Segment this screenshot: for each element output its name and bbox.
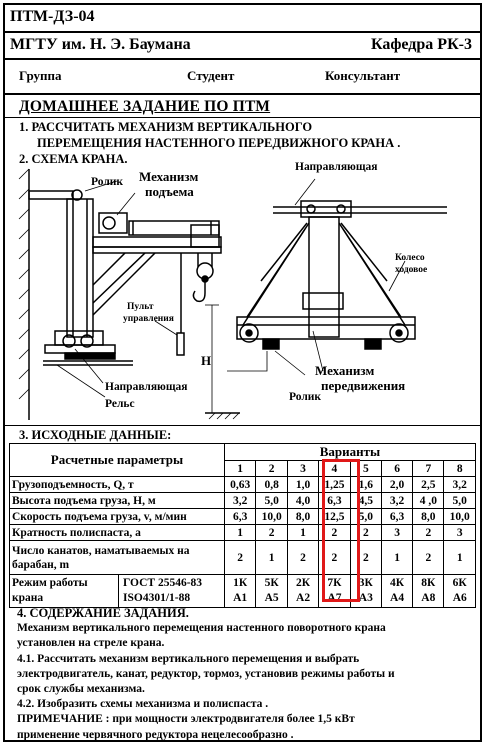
table-cell: 2,0 xyxy=(381,477,412,493)
variant-number: 8 xyxy=(444,461,476,477)
department-name: Кафедра РК-3 xyxy=(370,36,472,53)
document-code: ПТМ-ДЗ-04 xyxy=(10,8,95,25)
content-line: Механизм вертикального перемещения настенного поворотного крана xyxy=(17,622,386,635)
mode-gost-value: 4К xyxy=(390,577,405,589)
mode-iso-value: А4 xyxy=(390,592,405,604)
header-university-row xyxy=(5,33,480,60)
label-roller-top: Ролик xyxy=(91,176,124,188)
label-roller-bottom: Ролик xyxy=(289,391,322,403)
table-row xyxy=(10,493,476,509)
mode-cell xyxy=(287,575,318,608)
table-cell: 1,25 xyxy=(319,477,351,493)
label-travel-mech-2: передвижения xyxy=(321,378,406,393)
mode-cell xyxy=(444,575,476,608)
mode-cell xyxy=(381,575,412,608)
mode-name-cell xyxy=(10,575,225,608)
table-cell: 6,3 xyxy=(381,509,412,525)
university-name: МГТУ им. Н. Э. Баумана xyxy=(10,36,191,53)
title-row xyxy=(5,95,480,118)
mode-label-line1: Режим работы xyxy=(12,577,88,589)
row-name: Грузоподъемность, Q, т xyxy=(10,477,225,493)
content-line: срок службы механизма. xyxy=(17,683,145,696)
table-cell: 12,5 xyxy=(319,509,351,525)
header-code-row xyxy=(5,5,480,33)
row-name: Скорость подъема груза, v, м/мин xyxy=(10,509,225,525)
table-cell: 3,2 xyxy=(381,493,412,509)
variant-number: 1 xyxy=(224,461,256,477)
mode-label-line2: крана xyxy=(12,592,44,604)
table-cell: 10,0 xyxy=(256,509,288,525)
group-cell: Группа xyxy=(19,68,62,83)
mode-label xyxy=(10,575,118,607)
mode-iso-value: А2 xyxy=(296,592,311,604)
mode-iso-value: А8 xyxy=(421,592,436,604)
table-cell: 2 xyxy=(256,525,288,541)
table-row xyxy=(10,525,476,541)
table-cell: 4,5 xyxy=(350,493,381,509)
table-cell: 3,2 xyxy=(224,493,256,509)
table-row xyxy=(10,575,476,608)
table-cell: 8,0 xyxy=(413,509,444,525)
parameters-table xyxy=(9,443,476,608)
label-pendant-2: управления xyxy=(123,314,174,324)
section1-line1: 1. РАССЧИТАТЬ МЕХАНИЗМ ВЕРТИКАЛЬНОГО xyxy=(19,120,313,134)
table-row xyxy=(10,477,476,493)
variant-4-highlight xyxy=(322,459,360,602)
variant-number: 7 xyxy=(413,461,444,477)
label-wheel-2: ходовое xyxy=(395,265,428,275)
consultant-cell: Консультант xyxy=(325,68,401,83)
mode-standards xyxy=(118,575,224,607)
assignment-sheet xyxy=(3,3,482,742)
mode-cell xyxy=(224,575,256,608)
table-cell: 2 xyxy=(350,541,381,575)
mode-cell xyxy=(256,575,288,608)
mode-gost-value: 1К xyxy=(233,577,248,589)
row-name: Число канатов, наматываемых на барабан, m xyxy=(10,541,225,575)
label-guide-right: Направляющая xyxy=(295,161,378,173)
label-lift-mech-2: подъема xyxy=(145,184,194,199)
section1-line2: ПЕРЕМЕЩЕНИЯ НАСТЕННОГО ПЕРЕДВИЖНОГО КРАНА . xyxy=(37,136,401,150)
content-line: 4.2. Изобразить схемы механизма и полиспаста . xyxy=(17,698,269,711)
table-cell: 0,8 xyxy=(256,477,288,493)
mode-iso-value: А5 xyxy=(264,592,279,604)
label-wheel-1: Колесо xyxy=(395,253,425,263)
table-cell: 6,3 xyxy=(319,493,351,509)
table-cell: 4 ,0 xyxy=(413,493,444,509)
crane-scheme-drawing xyxy=(5,165,480,427)
mode-gost-value: 7К xyxy=(327,577,342,589)
table-cell: 5,0 xyxy=(350,509,381,525)
table-cell: 2 xyxy=(350,525,381,541)
table-cell: 2 xyxy=(319,525,351,541)
mode-gost-value: 3К xyxy=(358,577,373,589)
variant-number: 2 xyxy=(256,461,288,477)
label-guide-left: Направляющая xyxy=(105,381,188,393)
section4-heading: 4. СОДЕРЖАНИЕ ЗАДАНИЯ. xyxy=(17,606,189,620)
mode-iso-value: А3 xyxy=(358,592,373,604)
student-cell: Студент xyxy=(187,68,235,83)
content-line: 4.1. Рассчитать механизм вертикального перемещения и выбрать xyxy=(17,652,360,665)
table-cell: 1,0 xyxy=(287,477,318,493)
header-signature-row xyxy=(5,60,480,95)
label-rail: Рельс xyxy=(105,398,135,410)
table-cell: 1,6 xyxy=(350,477,381,493)
variants-header-cell: Варианты xyxy=(224,444,475,461)
table-cell: 4,0 xyxy=(287,493,318,509)
label-height-h: H xyxy=(201,353,212,368)
table-cell: 1 xyxy=(287,525,318,541)
table-cell: 8,0 xyxy=(287,509,318,525)
mode-iso-value: А7 xyxy=(327,592,342,604)
content-line: ПРИМЕЧАНИЕ : при мощности электродвигателя более 1,5 кВт xyxy=(17,713,355,726)
content-line: установлен на стреле крана. xyxy=(17,637,165,650)
table-cell: 1 xyxy=(381,541,412,575)
section2-heading: 2. СХЕМА КРАНА. xyxy=(19,152,128,166)
table-cell: 0,63 xyxy=(224,477,256,493)
task-content xyxy=(17,606,477,743)
table-cell: 3 xyxy=(444,525,476,541)
mode-gost-value: 8К xyxy=(421,577,436,589)
table-cell: 2 xyxy=(319,541,351,575)
mode-std-gost: ГОСТ 25546-83 xyxy=(123,577,203,589)
row-name: Кратность полиспаста, а xyxy=(10,525,225,541)
table-cell: 3 xyxy=(381,525,412,541)
section3-heading: 3. ИСХОДНЫЕ ДАННЫЕ: xyxy=(19,428,172,442)
table-cell: 1 xyxy=(256,541,288,575)
table-cell: 6,3 xyxy=(224,509,256,525)
mode-std-iso: ISO4301/1-88 xyxy=(123,592,191,604)
mode-gost-value: 2К xyxy=(296,577,311,589)
param-header-cell: Расчетные параметры xyxy=(10,444,225,477)
page-title: ДОМАШНЕЕ ЗАДАНИЕ ПО ПТМ xyxy=(19,98,271,115)
mode-gost-value: 5К xyxy=(264,577,279,589)
label-pendant-1: Пульт xyxy=(127,302,154,312)
mode-cell xyxy=(413,575,444,608)
table-cell: 2,5 xyxy=(413,477,444,493)
label-travel-mech-1: Механизм xyxy=(315,363,375,378)
content-line: электродвигатель, канат, редуктор, тормоз, установив режимы работы и xyxy=(17,667,395,680)
variant-number: 5 xyxy=(350,461,381,477)
table-row xyxy=(10,509,476,525)
variant-number: 3 xyxy=(287,461,318,477)
content-line: применение червячного редуктора нецелесообразно . xyxy=(17,728,294,741)
table-cell: 2 xyxy=(224,541,256,575)
table-cell: 1 xyxy=(224,525,256,541)
table-cell: 5,0 xyxy=(256,493,288,509)
mode-iso-value: А1 xyxy=(233,592,248,604)
row-name: Высота подъема груза, H, м xyxy=(10,493,225,509)
table-cell: 2 xyxy=(287,541,318,575)
variant-number: 6 xyxy=(381,461,412,477)
table-cell: 2 xyxy=(413,525,444,541)
section3-divider xyxy=(5,425,480,426)
table-cell: 5,0 xyxy=(444,493,476,509)
table-row xyxy=(10,541,476,575)
table-cell: 3,2 xyxy=(444,477,476,493)
mode-iso-value: А6 xyxy=(452,592,467,604)
mode-gost-value: 6К xyxy=(452,577,467,589)
table-cell: 1 xyxy=(444,541,476,575)
variant-number: 4 xyxy=(319,461,351,477)
table-cell: 2 xyxy=(413,541,444,575)
table-cell: 10,0 xyxy=(444,509,476,525)
label-lift-mech-1: Механизм xyxy=(139,169,199,184)
